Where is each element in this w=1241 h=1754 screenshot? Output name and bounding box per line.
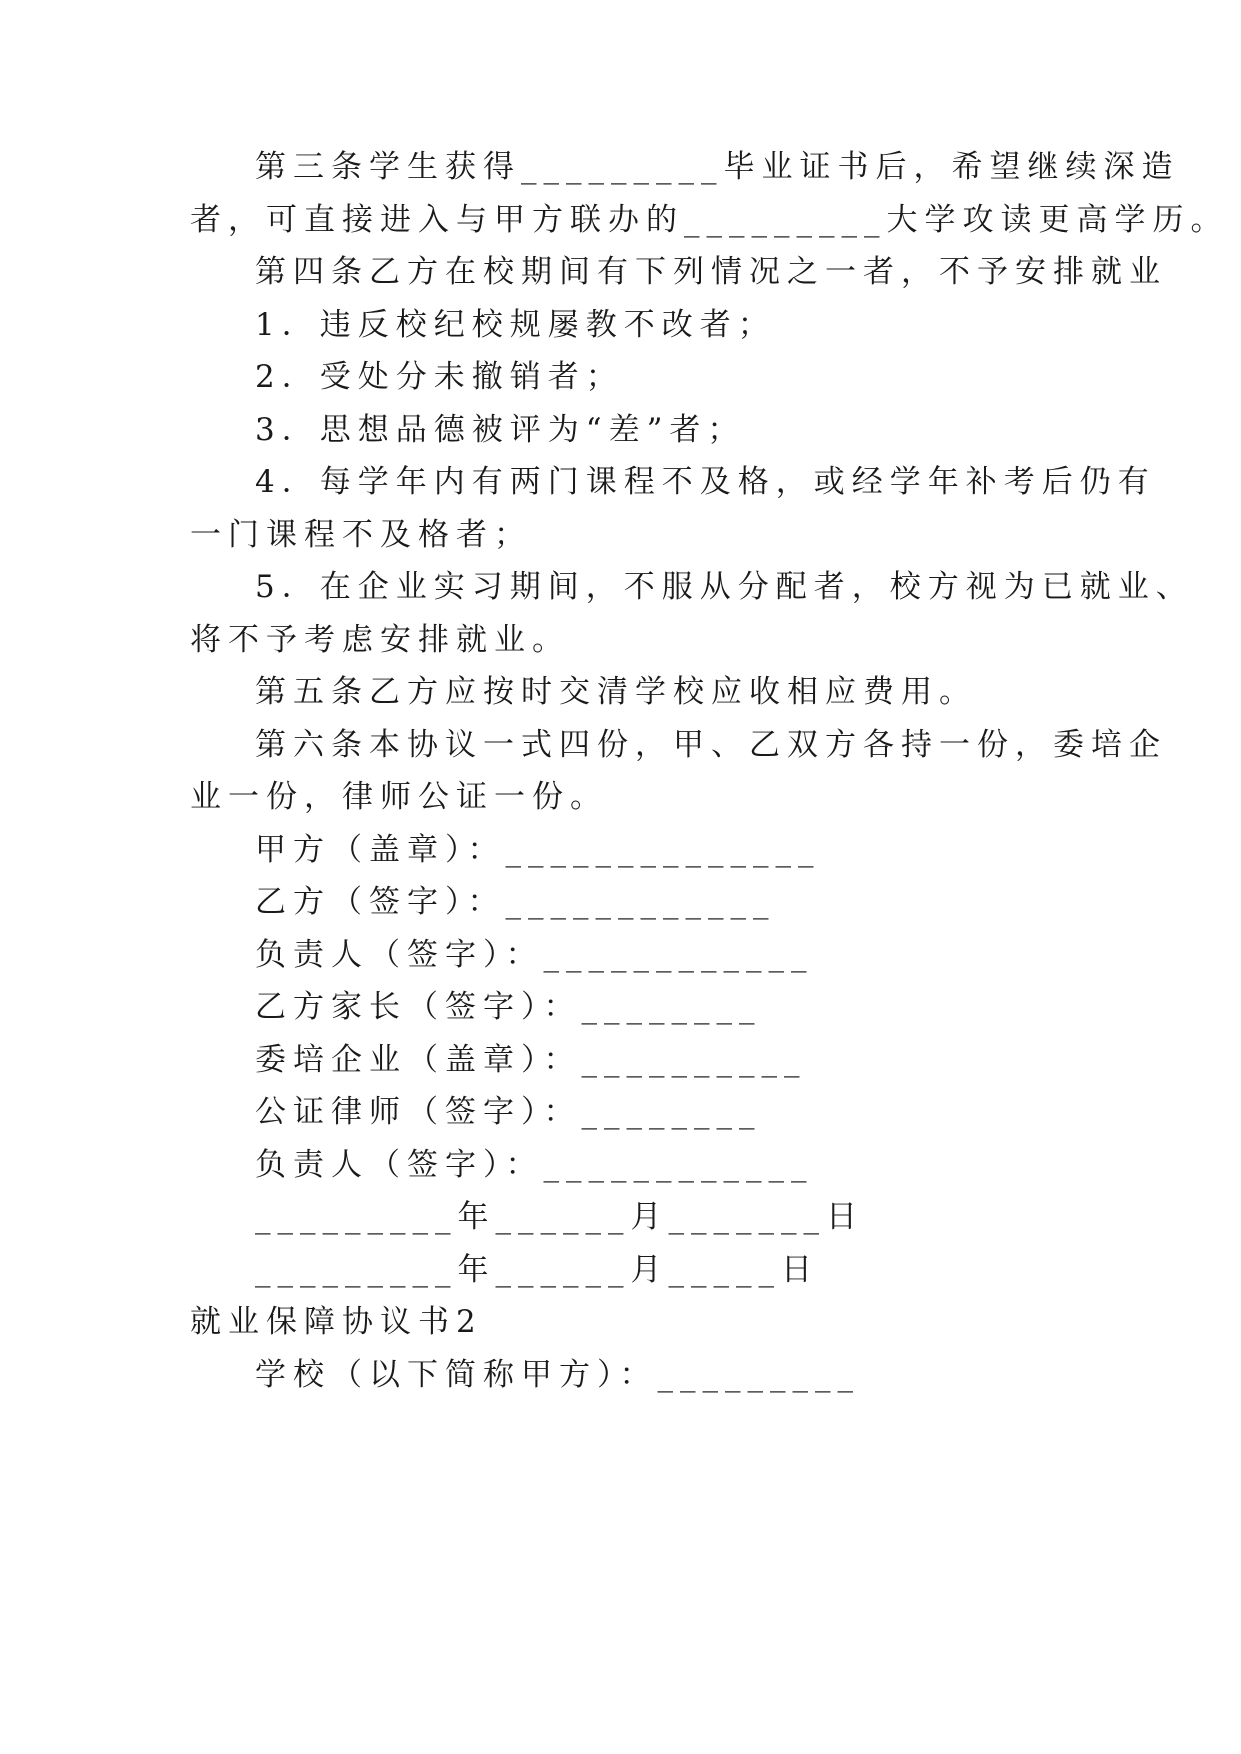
date-line-1: _________年______月_______日 (255, 1199, 864, 1235)
clause-6-line-2: 业一份，律师公证一份。 (190, 779, 608, 815)
document-2-title: 就业保障协议书2 (190, 1304, 483, 1340)
signature-responsible-2: 负责人（签字）：____________ (255, 1147, 814, 1183)
signature-responsible-1: 负责人（签字）：____________ (255, 937, 814, 973)
clause-6-line-1: 第六条本协议一式四份，甲、乙双方各持一份，委培企 (255, 727, 1167, 763)
signature-lawyer: 公证律师（签字）：________ (255, 1094, 762, 1130)
school-party-line: 学校（以下简称甲方）：_________ (255, 1357, 860, 1393)
clause-4-item-4-line-1: 4．每学年内有两门课程不及格，或经学年补考后仍有 (255, 464, 1156, 500)
clause-4-item-3: 3．思想品德被评为“差”者； (255, 412, 746, 448)
clause-4-item-2: 2．受处分未撤销者； (255, 359, 624, 395)
clause-4-item-5-line-1: 5．在企业实习期间，不服从分配者，校方视为已就业、 (255, 569, 1194, 605)
clause-3-line-2: 者，可直接进入与甲方联办的_________大学攻读更高学历。 (190, 202, 1229, 238)
signature-party-b: 乙方（签字）：____________ (255, 884, 776, 920)
clause-5: 第五条乙方应按时交清学校应收相应费用。 (255, 674, 977, 710)
clause-4-item-4-line-2: 一门课程不及格者； (190, 517, 532, 553)
signature-parent: 乙方家长（签字）：________ (255, 989, 762, 1025)
clause-4-heading: 第四条乙方在校期间有下列情况之一者，不予安排就业 (255, 254, 1167, 290)
date-line-2: _________年______月_____日 (255, 1252, 819, 1288)
clause-3-line-1: 第三条学生获得_________毕业证书后，希望继续深造 (255, 149, 1180, 185)
clause-4-item-1: 1．违反校纪校规屡教不改者； (255, 307, 776, 343)
signature-party-a: 甲方（盖章）：______________ (255, 832, 821, 868)
clause-4-item-5-line-2: 将不予考虑安排就业。 (190, 622, 570, 658)
signature-enterprise: 委培企业（盖章）：__________ (255, 1042, 807, 1078)
